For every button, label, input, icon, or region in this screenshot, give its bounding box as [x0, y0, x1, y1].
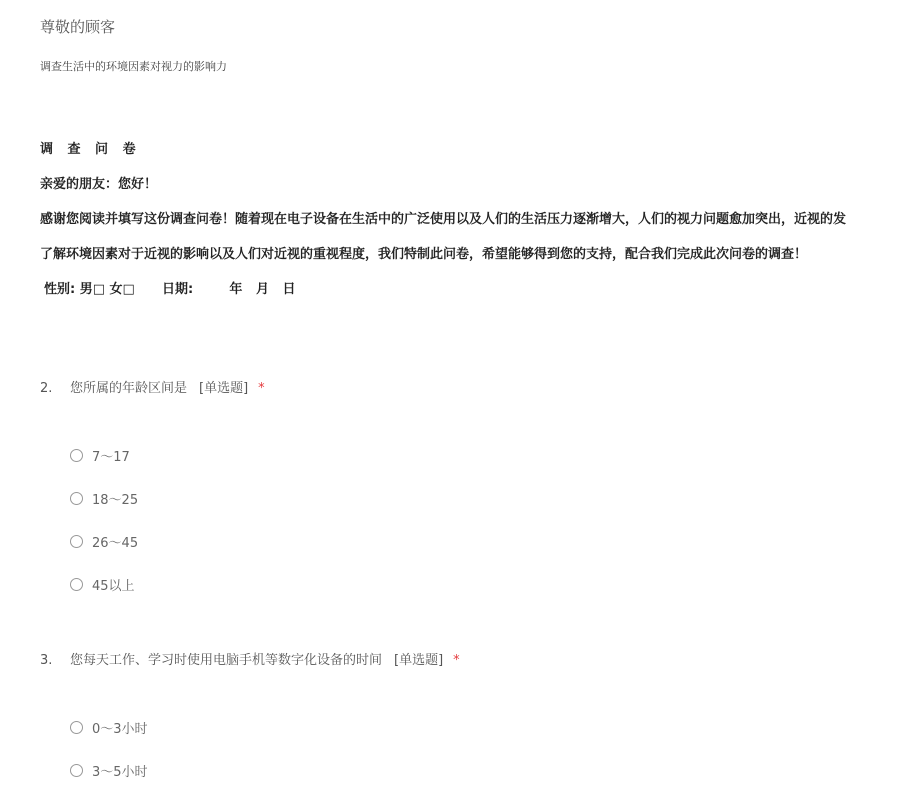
- q2-option-3[interactable]: [70, 532, 138, 550]
- radio-button[interactable]: [70, 535, 83, 548]
- salutation: 亲爱的朋友：您好！: [40, 177, 158, 192]
- required-mark: *: [258, 381, 265, 396]
- radio-button[interactable]: [70, 721, 83, 734]
- gender-date-line: 性别: 男□ 女□ 日期: 年 月 日: [44, 282, 296, 297]
- option-label: 45以上: [92, 578, 135, 594]
- survey-title: 调 查 问 卷: [40, 142, 141, 157]
- radio-button[interactable]: [70, 764, 83, 777]
- option-label: 0～3小时: [92, 721, 148, 737]
- radio-button[interactable]: [70, 578, 83, 591]
- radio-button[interactable]: [70, 449, 83, 462]
- survey-subtitle: 调查生活中的环境因素对视力的影响力: [40, 60, 227, 73]
- option-label: 18～25: [92, 492, 139, 508]
- question-type-tag: [单选题]: [394, 653, 444, 668]
- question-2-title: [40, 377, 265, 396]
- option-label: 3～5小时: [92, 764, 148, 780]
- option-label: 7～17: [92, 449, 130, 465]
- question-number: 2.: [40, 381, 53, 396]
- question-text: 您所属的年龄区间是: [70, 381, 188, 396]
- q3-option-1[interactable]: [70, 718, 148, 736]
- q3-option-2[interactable]: [70, 761, 148, 779]
- question-number: 3.: [40, 653, 53, 668]
- radio-button[interactable]: [70, 492, 83, 505]
- intro-paragraph-1: 感谢您阅读并填写这份调查问卷！随着现在电子设备在生活中的广泛使用以及人们的生活压力逐渐增大，人们的视力问题愈加突出，近视的发: [40, 212, 847, 227]
- q2-option-2[interactable]: [70, 489, 138, 507]
- question-3-title: [40, 649, 460, 668]
- intro-paragraph-2: 了解环境因素对于近视的影响以及人们对近视的重视程度，我们特制此问卷，希望能够得到您的支持，配合我们完成此次问卷的调查！: [40, 247, 808, 262]
- option-label: 26～45: [92, 535, 139, 551]
- question-text: 您每天工作、学习时使用电脑手机等数字化设备的时间: [70, 653, 383, 668]
- greeting-heading: 尊敬的顾客: [40, 18, 116, 36]
- question-type-tag: [单选题]: [199, 381, 249, 396]
- q2-option-4[interactable]: [70, 575, 135, 593]
- q2-option-1[interactable]: [70, 446, 130, 464]
- required-mark: *: [453, 653, 460, 668]
